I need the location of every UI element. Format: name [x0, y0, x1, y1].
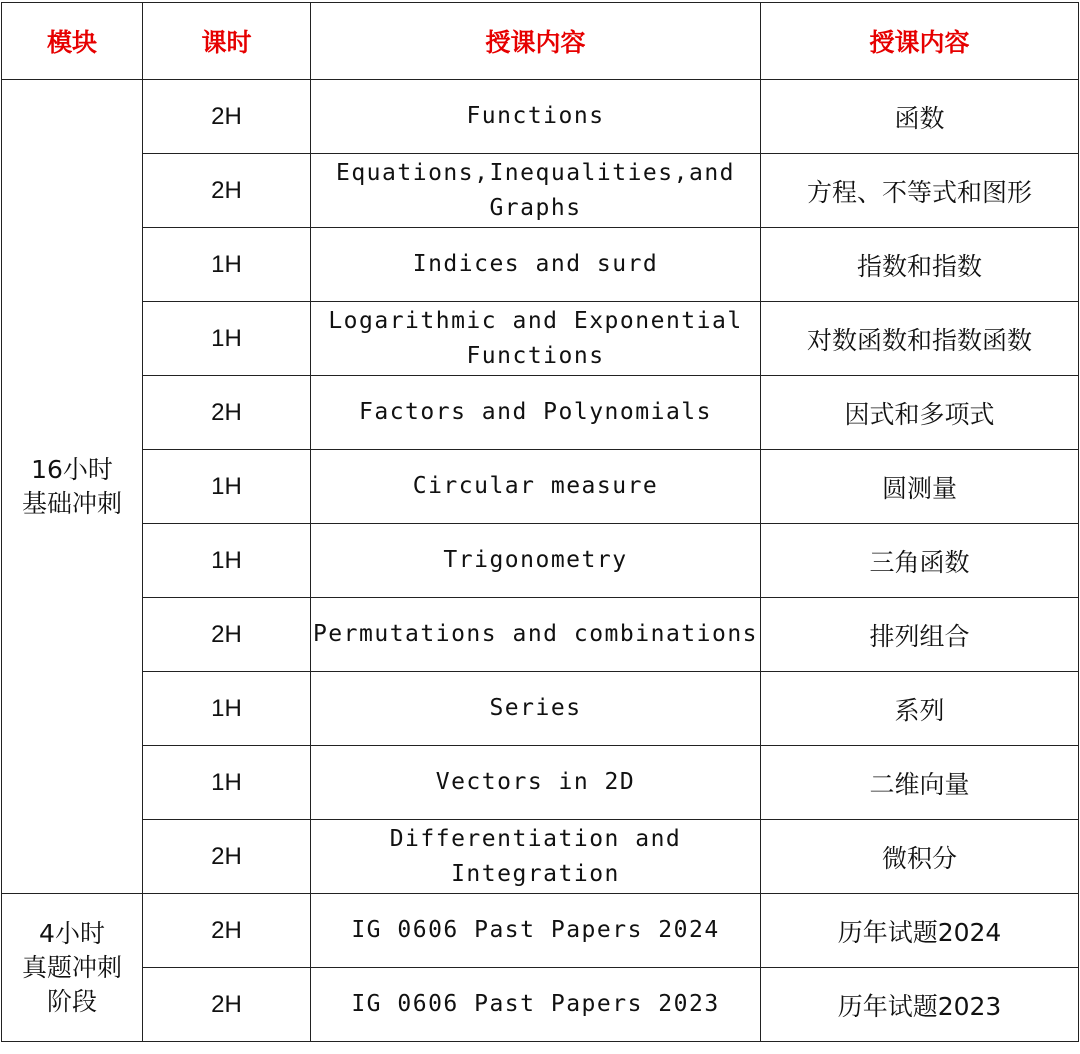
topic-en-cell: IG 0606 Past Papers 2023	[311, 968, 761, 1042]
hours-cell: 2H	[143, 968, 311, 1042]
table-row	[2, 894, 1079, 968]
table-row	[2, 228, 1079, 302]
table-row	[2, 154, 1079, 228]
topic-en-cell: Permutations and combinations	[311, 598, 761, 672]
topic-en-cell: Differentiation and Integration	[311, 820, 761, 894]
hours-cell: 1H	[143, 302, 311, 376]
header-hours: 课时	[143, 3, 311, 80]
header-topic-zh: 授课内容	[761, 3, 1079, 80]
hours-cell: 2H	[143, 598, 311, 672]
header-row	[2, 3, 1079, 80]
hours-cell: 2H	[143, 376, 311, 450]
header-module: 模块	[2, 3, 143, 80]
topic-zh-cell: 函数	[761, 80, 1079, 154]
module-label-line: 4小时	[39, 918, 105, 948]
module-label-line: 真题冲刺	[21, 952, 122, 982]
hours-cell: 1H	[143, 450, 311, 524]
topic-en-cell: Series	[311, 672, 761, 746]
topic-en-cell: Factors and Polynomials	[311, 376, 761, 450]
module-label-line: 16小时	[31, 454, 113, 484]
table-row	[2, 524, 1079, 598]
topic-zh-cell: 系列	[761, 672, 1079, 746]
hours-cell: 1H	[143, 746, 311, 820]
table-row	[2, 820, 1079, 894]
topic-en-cell: Logarithmic and Exponential Functions	[311, 302, 761, 376]
topic-zh-cell: 指数和指数	[761, 228, 1079, 302]
hours-cell: 2H	[143, 820, 311, 894]
topic-zh-cell: 排列组合	[761, 598, 1079, 672]
module-label-line: 阶段	[46, 986, 97, 1016]
module-cell-foundation	[2, 80, 143, 894]
topic-en-cell: Trigonometry	[311, 524, 761, 598]
topic-zh-cell: 对数函数和指数函数	[761, 302, 1079, 376]
topic-zh-cell: 历年试题2024	[761, 894, 1079, 968]
module-cell-past-papers	[2, 894, 143, 1042]
topic-en-cell: Circular measure	[311, 450, 761, 524]
topic-zh-cell: 圆测量	[761, 450, 1079, 524]
hours-cell: 1H	[143, 524, 311, 598]
table-row	[2, 450, 1079, 524]
topic-en-cell: Equations,Inequalities,and Graphs	[311, 154, 761, 228]
topic-zh-cell: 微积分	[761, 820, 1079, 894]
table-row	[2, 672, 1079, 746]
topic-en-cell: Indices and surd	[311, 228, 761, 302]
module-label-line: 基础冲刺	[21, 488, 122, 518]
topic-en-cell: IG 0606 Past Papers 2024	[311, 894, 761, 968]
table-row	[2, 968, 1079, 1042]
topic-en-cell: Functions	[311, 80, 761, 154]
header-topic-en: 授课内容	[311, 3, 761, 80]
topic-zh-cell: 历年试题2023	[761, 968, 1079, 1042]
table-row	[2, 746, 1079, 820]
table-row	[2, 80, 1079, 154]
topic-zh-cell: 二维向量	[761, 746, 1079, 820]
hours-cell: 1H	[143, 672, 311, 746]
table-row	[2, 598, 1079, 672]
table-row	[2, 302, 1079, 376]
topic-en-cell: Vectors in 2D	[311, 746, 761, 820]
topic-zh-cell: 三角函数	[761, 524, 1079, 598]
course-schedule-table	[1, 2, 1079, 1042]
hours-cell: 2H	[143, 894, 311, 968]
topic-zh-cell: 方程、不等式和图形	[761, 154, 1079, 228]
hours-cell: 2H	[143, 80, 311, 154]
hours-cell: 2H	[143, 154, 311, 228]
table-row	[2, 376, 1079, 450]
topic-zh-cell: 因式和多项式	[761, 376, 1079, 450]
hours-cell: 1H	[143, 228, 311, 302]
